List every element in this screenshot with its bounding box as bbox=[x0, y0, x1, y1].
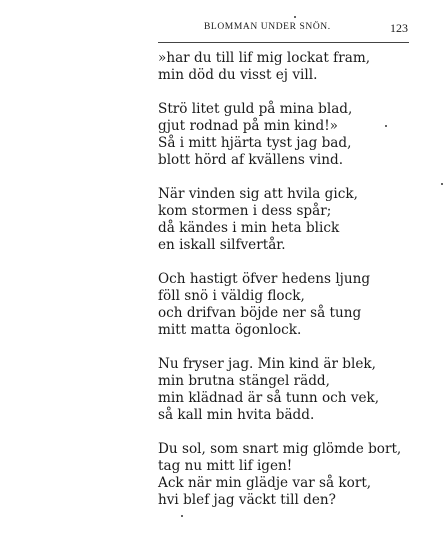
poem-line: gjut rodnad på min kind!» bbox=[158, 118, 338, 134]
header-rule bbox=[158, 42, 409, 43]
poem-line: en iskall silfvertår. bbox=[158, 237, 286, 253]
poem-line: min död du visst ej vill. bbox=[158, 67, 318, 83]
scan-speck bbox=[385, 125, 387, 127]
poem-line: mitt matta ögonlock. bbox=[158, 322, 302, 338]
scan-speck bbox=[441, 183, 443, 185]
stanza bbox=[158, 186, 418, 254]
poem-line: och drifvan böjde ner så tung bbox=[158, 305, 362, 321]
poem-line: då kändes i min heta blick bbox=[158, 220, 340, 236]
scan-speck bbox=[181, 515, 183, 517]
scan-speck bbox=[294, 16, 296, 18]
poem-line: föll snö i väldig flock, bbox=[158, 288, 305, 304]
poem-line: Strö litet guld på mina blad, bbox=[158, 101, 353, 117]
poem bbox=[158, 50, 418, 526]
running-head: BLOMMAN UNDER SNÖN. bbox=[204, 22, 331, 32]
poem-line: Du sol, som snart mig glömde bort, bbox=[158, 441, 402, 457]
poem-line: När vinden sig att hvila gick, bbox=[158, 186, 358, 202]
poem-line: Nu fryser jag. Min kind är blek, bbox=[158, 356, 376, 372]
poem-line: Så i mitt hjärta tyst jag bad, bbox=[158, 135, 352, 151]
poem-line: min brutna stängel rädd, bbox=[158, 373, 330, 389]
stanza bbox=[158, 50, 418, 84]
poem-line: Ack när min glädje var så kort, bbox=[158, 475, 372, 491]
stanza bbox=[158, 441, 418, 509]
poem-line: min klädnad är så tunn och vek, bbox=[158, 390, 380, 406]
page-header bbox=[158, 22, 408, 38]
stanza bbox=[158, 271, 418, 339]
poem-line: Och hastigt öfver hedens ljung bbox=[158, 271, 371, 287]
poem-line: tag nu mitt lif igen! bbox=[158, 458, 293, 474]
poem-line: så kall min hvita bädd. bbox=[158, 407, 315, 423]
page-number: 123 bbox=[390, 21, 408, 35]
stanza bbox=[158, 356, 418, 424]
stanza bbox=[158, 101, 418, 169]
poem-line: kom stormen i dess spår; bbox=[158, 203, 332, 219]
poem-line: blott hörd af kvällens vind. bbox=[158, 152, 344, 168]
poem-line: hvi blef jag väckt till den? bbox=[158, 492, 336, 508]
poem-line: »har du till lif mig lockat fram, bbox=[158, 50, 371, 66]
